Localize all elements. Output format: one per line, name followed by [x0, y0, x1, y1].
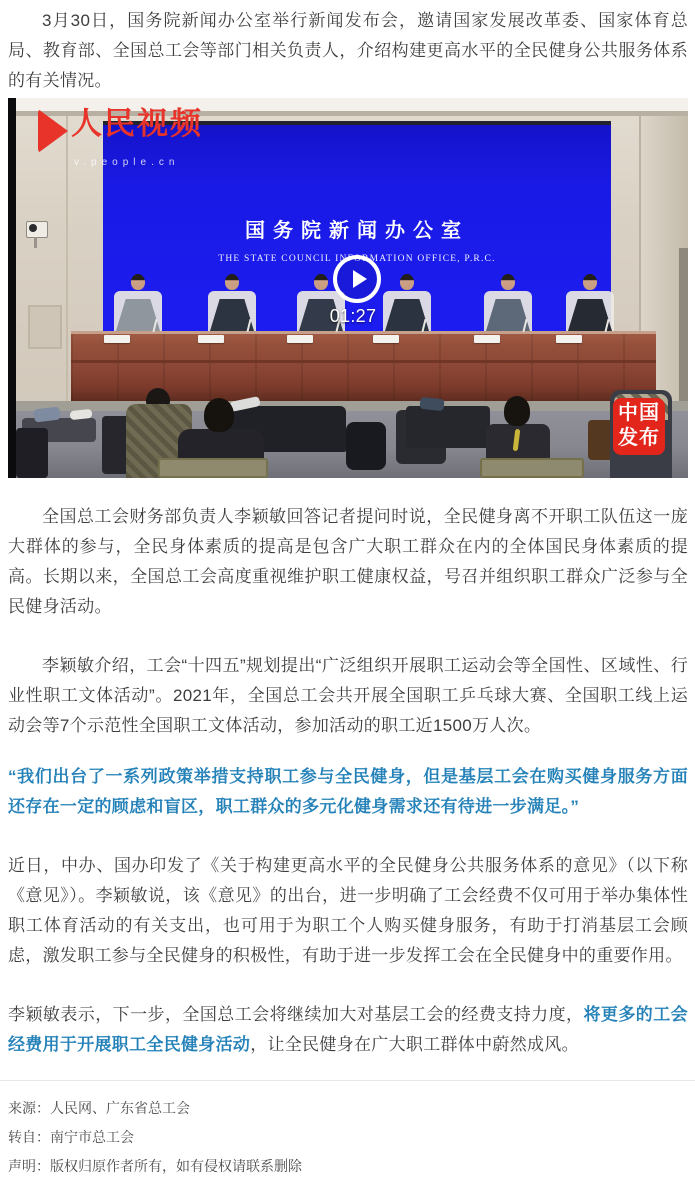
footer-repost: 转自：南宁市总工会	[8, 1129, 134, 1145]
audience-desk	[406, 406, 490, 448]
footer-source: 来源：人民网、广东省总工会	[8, 1100, 190, 1116]
backdrop-subtitle: THE STATE COUNCIL INFORMATION OFFICE, P.R.C.	[218, 254, 496, 264]
audience-person-head	[204, 398, 234, 432]
name-card	[556, 335, 582, 343]
china-release-badge	[613, 398, 665, 455]
doorway-shadow	[679, 248, 688, 408]
video-left-letterbox	[8, 98, 16, 478]
speaker-figure	[204, 274, 260, 331]
audience-chair-back	[158, 458, 268, 478]
audience-chair-back	[480, 458, 584, 478]
speaker-head	[314, 274, 328, 290]
people-video-logo-url: v.people.cn	[74, 157, 180, 168]
badge-line-2: 发布	[618, 427, 660, 449]
video-player[interactable]	[8, 98, 688, 478]
wall-panel	[28, 305, 62, 349]
speaker-figure	[110, 274, 166, 331]
name-card	[287, 335, 313, 343]
speaker-head	[131, 274, 145, 290]
wall-corner-line	[66, 116, 68, 406]
name-card	[474, 335, 500, 343]
speaker-head	[501, 274, 515, 290]
paragraph-response: 全国总工会财务部负责人李颖敏回答记者提问时说，全民健身离不开职工队伍这一庞大群体的参与，全民身体素质的提高是包含广大职工群众在内的全体国民身体素质的提高。长期以来，全国总工会高度重视维护职工健康权益，号召并组织职工群众广泛参与全民健身活动。	[8, 507, 688, 616]
article-footer	[0, 1081, 695, 1191]
video-timestamp: 01:27	[329, 306, 377, 326]
speaker-figure	[480, 274, 536, 331]
speaker-head	[583, 274, 597, 290]
wall-camera-lens	[29, 224, 37, 232]
people-video-logo-icon	[38, 109, 68, 153]
speaker-head	[400, 274, 414, 290]
name-card	[373, 335, 399, 343]
speaker-figure	[562, 274, 618, 331]
next-step-tail: ，让全民健身在广大职工群体中蔚然成风。	[250, 1035, 579, 1054]
name-card	[198, 335, 224, 343]
quote-paragraph: “我们出台了一系列政策举措支持职工参与全民健身，但是基层工会在购买健身服务方面还存在一定的顾虑和盲区，职工群众的多元化健身需求还有待进一步满足。”	[8, 767, 688, 816]
play-icon	[353, 270, 367, 288]
name-card	[104, 335, 130, 343]
laptop	[419, 397, 444, 411]
paragraph-next-step	[8, 1000, 688, 1060]
paragraph-intro-plan: 李颖敏介绍，工会“十四五”规划提出“广泛组织开展职工运动会等全国性、区域性、行业性职工文体活动”。2021年，全国总工会共开展全国职工乒乓球大赛、全国职工线上运动会等7个示范性全国职工文体活动，参加活动的职工近1500万人次。	[8, 656, 688, 735]
play-button[interactable]	[333, 255, 381, 303]
speaker-head	[225, 274, 239, 290]
wall-camera-mount	[34, 237, 37, 248]
backdrop-title: 国务院新闻办公室	[245, 220, 469, 242]
next-step-highlight: 将更多的工会经费用于开展职工全民健身活动	[8, 1005, 688, 1054]
people-video-logo: 人民视频	[71, 106, 203, 141]
badge-line-1: 中国	[618, 402, 660, 424]
next-step-text: 李颖敏表示，下一步，全国总工会将继续加大对基层工会的经费支持力度，	[8, 1005, 584, 1024]
audience-chair	[16, 428, 48, 478]
audience-person-head	[504, 396, 530, 426]
rostrum-table-groove	[71, 360, 656, 363]
paragraph-intro: 3月30日，国务院新闻办公室举行新闻发布会，邀请国家发展改革委、国家体育总局、教育部、全国总工会等部门相关负责人，介绍构建更高水平的全民健身公共服务体系的有关情况。	[8, 11, 688, 90]
paragraph-opinion-doc: 近日，中办、国办印发了《关于构建更高水平的全民健身公共服务体系的意见》（以下称《意见》）。李颖敏说，该《意见》的出台，进一步明确了工会经费不仅可用于举办集体性职工体育活动的有关支出，也可用于为职工个人购买健身服务，有助于打消基层工会顾虑，激发职工参与全民健身的积极性，有助于进一步发挥工会在全民健身中的重要作用。	[8, 856, 688, 965]
footer-statement: 声明：版权归原作者所有，如有侵权请联系删除	[8, 1158, 302, 1174]
backpack	[346, 422, 386, 470]
